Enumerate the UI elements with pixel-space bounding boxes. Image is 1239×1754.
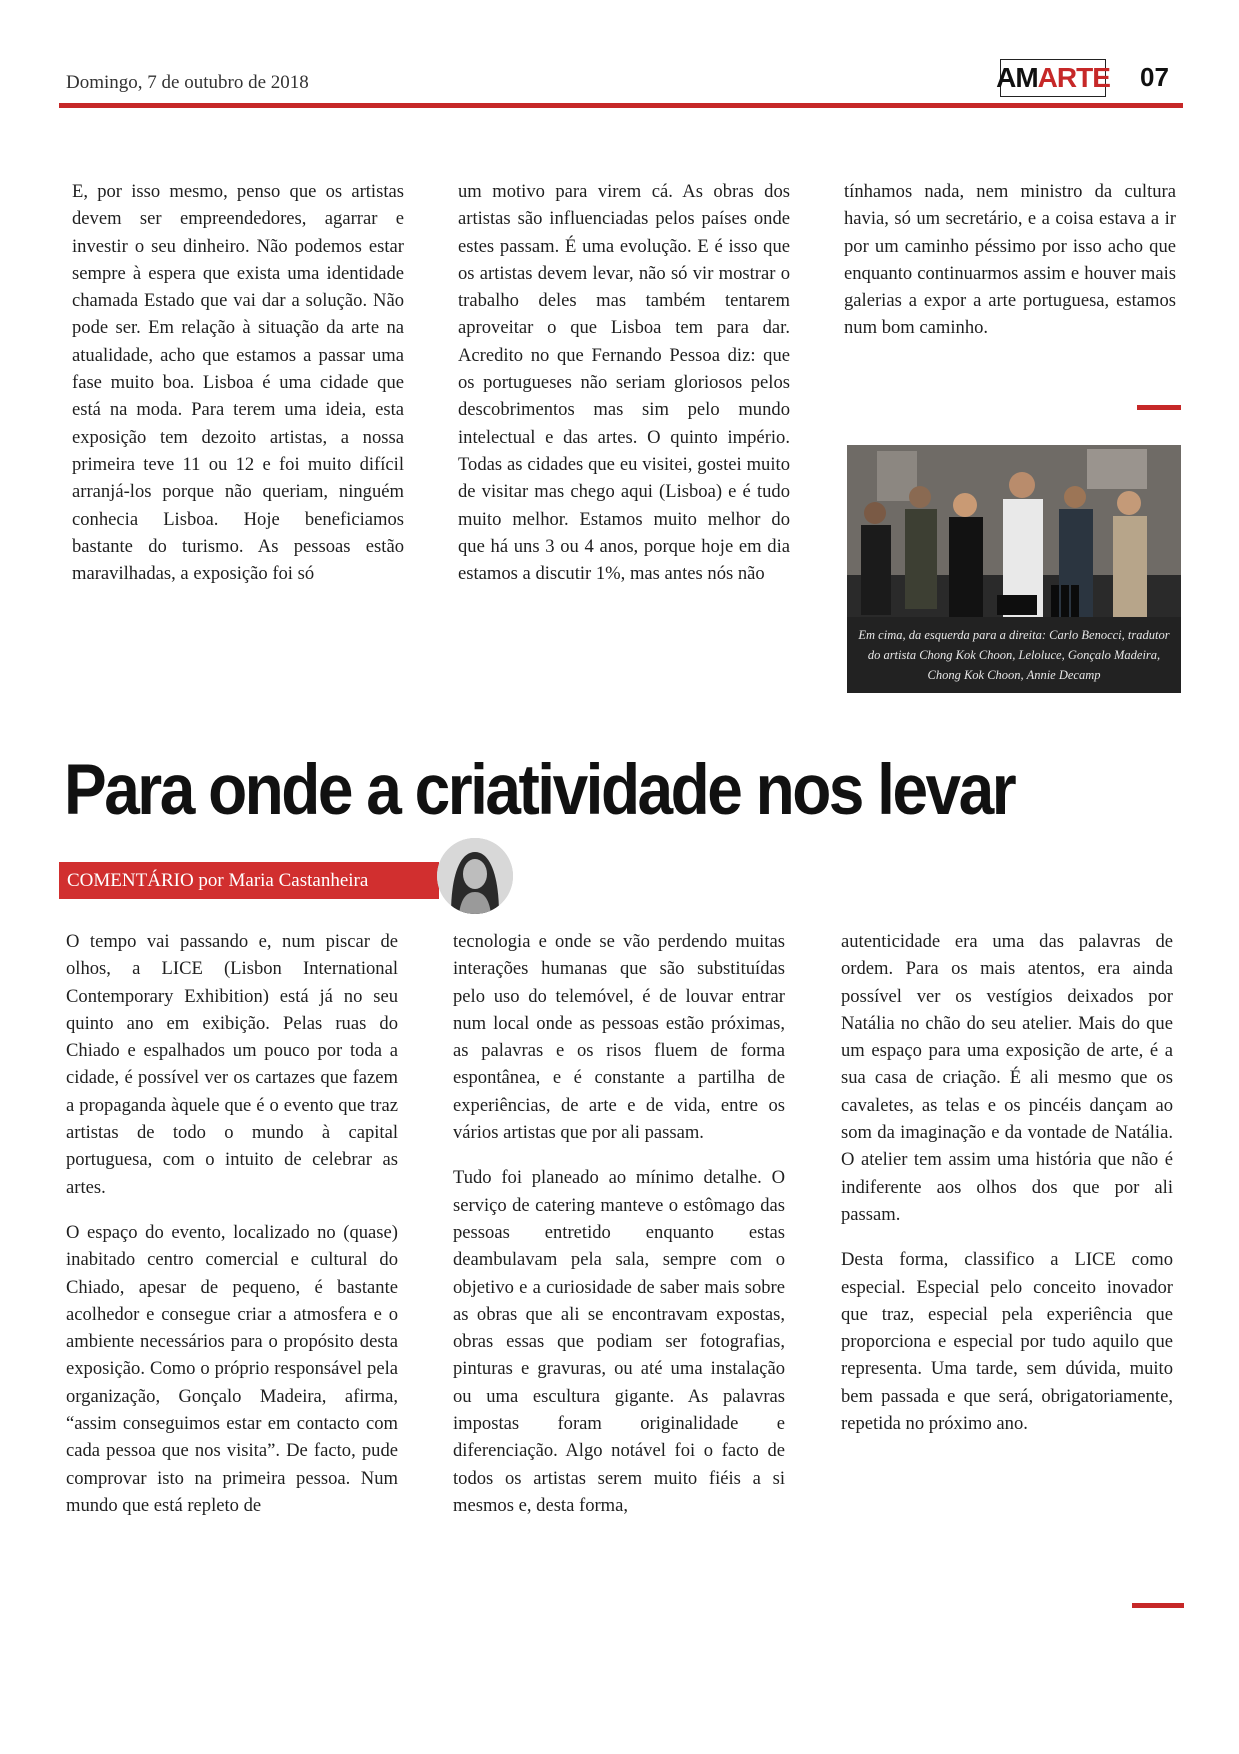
article-end-mark <box>1132 1603 1184 1608</box>
interview-column-3 <box>844 178 1176 342</box>
article-paragraph: Tudo foi planeado ao mínimo detalhe. O serviço de catering manteve o estômago das pessoas entretido enquanto estas deambulavam pela sala, sempre com o objetivo e a curiosidade de saber mais sobre as obras que ali se encontravam expostas, obras essas que podiam ser fotografias, pinturas e gravuras, ou até uma instalação ou uma escultura gigante. As palavras impostas foram originalidade e diferenciação. Algo notável foi o facto de todos os artistas serem muito fiéis a si mesmos e, desta forma, <box>453 1167 785 1516</box>
interview-column-2 <box>458 178 790 587</box>
interview-column-1 <box>72 178 404 587</box>
header-divider <box>59 103 1183 108</box>
article-column-1 <box>66 928 398 1519</box>
author-avatar <box>437 838 513 914</box>
article-column-3 <box>841 928 1173 1437</box>
interview-paragraph: um motivo para virem cá. As obras dos artistas são influenciadas pelos países onde estes passam. É uma evolução. E é isso que os artistas devem levar, não só vir mostrar o trabalho deles mas também tentarem aproveitar o que Lisboa tem para dar. Acredito no que Fernando Pessoa diz: que os portugueses não seriam gloriosos pelos descobrimentos mas sim pelo mundo intelectual e das artes. O quinto império. Todas as cidades que eu visitei, gostei muito de visitar mas chego aqui (Lisboa) e é tudo muito melhor. Estamos muito melhor do que há uns 3 ou 4 anos, porque hoje em dia estamos a discutir 1%, mas antes nós não <box>458 181 790 585</box>
issue-date: Domingo, 7 de outubro de 2018 <box>66 72 309 93</box>
photo-caption: Em cima, da esquerda para a direita: Carlo Benocci, tradutor do artista Chong Kok Choon, Leloluce, Gonçalo Madeira, Chong Kok Choon, Annie Decamp <box>847 617 1181 693</box>
author-avatar-image <box>437 838 513 914</box>
article-paragraph: O espaço do evento, localizado no (quase) inabitado centro comercial e cultural do Chiado, apesar de pequeno, é bastante acolhedor e consegue criar a atmosfera e o ambiente necessários para o propósito desta exposição. Como o próprio responsável pela organização, Gonçalo Madeira, afirma, “assim conseguimos estar em contacto com cada pessoa que nos visita”. De facto, pude comprovar isto na primeira pessoa. Num mundo que está repleto de <box>66 1221 398 1516</box>
logo-am-text: AM <box>996 62 1038 93</box>
article-column-2 <box>453 928 785 1519</box>
interview-end-mark <box>1137 405 1181 410</box>
byline-author: por Maria Castanheira <box>193 870 369 891</box>
byline-section-label: COMENTÁRIO <box>67 870 194 891</box>
interview-paragraph: tínhamos nada, nem ministro da cultura havia, só um secretário, e a coisa estava a ir por um caminho péssimo por isso acho que enquanto continuarmos assim e houver mais galerias a expor a arte portuguesa, estamos num bom caminho. <box>844 181 1176 339</box>
logo-arte-text: ARTE <box>1037 62 1110 93</box>
article-paragraph: Desta forma, classifico a LICE como especial. Especial pelo conceito inovador que traz, especial pela experiência que proporciona e especial por tudo aquilo que representa. Uma tarde, sem dúvida, muito bem passada e que será, obrigatoriamente, repetida no próximo ano. <box>841 1249 1173 1435</box>
article-paragraph: tecnologia e onde se vão perdendo muitas interações humanas que são substituídas pelo uso do telemóvel, é de louvar entrar num local onde as pessoas estão próximas, as palavras e os risos fluem de forma espontânea, e é constante a partilha de experiências, de arte e de vida, entre os vários artistas que por ali passam. <box>453 931 785 1144</box>
page-number: 07 <box>1140 62 1169 92</box>
article-byline <box>59 862 439 899</box>
article-paragraph: O tempo vai passando e, num piscar de olhos, a LICE (Lisbon International Contemporary Exhibition) está já no seu quinto ano em exibição. Pelas ruas do Chiado e espalhados um pouco por toda a cidade, é possível ver os cartazes que fazem a propaganda àquele que é o evento que traz artistas de todo o mundo à capital portuguesa, com o intuito de celebrar as artes. <box>66 931 398 1198</box>
magazine-logo <box>996 59 1110 97</box>
article-paragraph: autenticidade era uma das palavras de ordem. Para os mais atentos, era ainda possível ver os vestígios deixados por Natália no chão do seu atelier. Mais do que um espaço para uma exposição de arte, é a sua casa de criação. É ali mesmo que os cavaletes, as telas e os pincéis dançam ao som da imaginação e da vontade de Natália. O atelier tem assim uma história que não é indiferente aos olhos dos que por ali passam. <box>841 931 1173 1225</box>
interview-paragraph: E, por isso mesmo, penso que os artistas devem ser empreendedores, agarrar e investir o seu dinheiro. Não podemos estar sempre à espera que exista uma identidade chamada Estado que vai dar a solução. Não pode ser. Em relação à situação da arte na atualidade, acho que estamos a passar uma fase muito boa. Lisboa é uma cidade que está na moda. Para terem uma ideia, esta exposição tem dezoito artistas, a nossa primeira teve 11 ou 12 e foi muito difícil arranjá-los porque não queriam, ninguém conhecia Lisboa. Hoje beneficiamos bastante do turismo. As pessoas estão maravilhadas, a exposição foi só <box>72 181 404 585</box>
article-headline: Para onde a criatividade nos levar <box>64 749 1015 830</box>
